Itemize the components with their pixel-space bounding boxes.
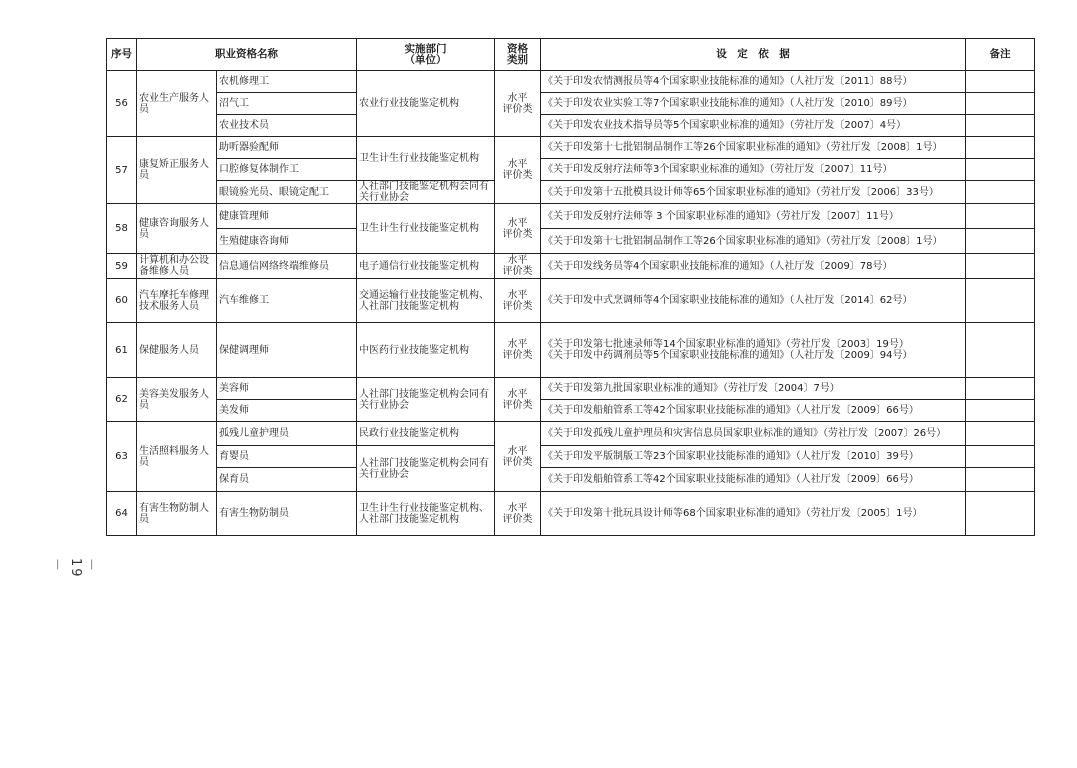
implementing-department: 人社部门技能鉴定机构会同有关行业协会: [357, 378, 495, 422]
note-cell: [966, 422, 1035, 446]
implementing-department: 农业行业技能鉴定机构: [357, 71, 495, 137]
implementing-department: 人社部门技能鉴定机构会同有关行业协会: [357, 446, 495, 492]
table-row: [107, 204, 1035, 229]
row-number: 56: [107, 71, 137, 137]
implementing-department: 电子通信行业技能鉴定机构: [357, 254, 495, 279]
occupation-name: 口腔修复体制作工: [217, 159, 357, 181]
implementing-department: 卫生计生行业技能鉴定机构: [357, 204, 495, 254]
header-dept: 实施部门 （单位）: [357, 39, 495, 71]
basis-document: 《关于印发第十七批铝制品制作工等26个国家职业标准的通知》（劳社厅发〔2008〕1号）: [541, 229, 966, 254]
page-number: － 19 －: [49, 558, 99, 579]
row-number: 60: [107, 279, 137, 323]
qualification-table: [106, 38, 1035, 536]
table-row: [107, 422, 1035, 446]
note-cell: [966, 279, 1035, 323]
note-cell: [966, 137, 1035, 159]
table-row: [107, 279, 1035, 323]
basis-document: 《关于印发反射疗法师等 3 个国家职业标准的通知》（劳社厅发〔2007〕11号）: [541, 204, 966, 229]
note-cell: [966, 492, 1035, 536]
basis-document: 《关于印发船舶管系工等42个国家职业技能标准的通知》（人社厅发〔2009〕66号）: [541, 468, 966, 492]
occupation-name: 眼镜验光员、眼镜定配工: [217, 181, 357, 204]
table-row: [107, 400, 1035, 422]
category-name: 有害生物防制人员: [137, 492, 217, 536]
basis-document: 《关于印发线务员等4个国家职业技能标准的通知》（人社厅发〔2009〕78号）: [541, 254, 966, 279]
note-cell: [966, 229, 1035, 254]
note-cell: [966, 115, 1035, 137]
occupation-name: 美容师: [217, 378, 357, 400]
note-cell: [966, 93, 1035, 115]
occupation-name: 育婴员: [217, 446, 357, 468]
header-basis: 设 定 依 据: [541, 39, 966, 71]
qualification-type: 水平 评价类: [495, 492, 541, 536]
row-number: 59: [107, 254, 137, 279]
qualification-type: 水平 评价类: [495, 422, 541, 492]
qualification-type: 水平 评价类: [495, 323, 541, 378]
table-row: [107, 446, 1035, 468]
table-row: [107, 254, 1035, 279]
basis-document: 《关于印发第七批速录师等14个国家职业标准的通知》（劳社厅发〔2003〕19号） 《关于印发中药调剂员等5个国家职业技能标准的通知》（人社厅发〔2009〕94号）: [541, 323, 966, 378]
implementing-department: 民政行业技能鉴定机构: [357, 422, 495, 446]
row-number: 58: [107, 204, 137, 254]
note-cell: [966, 468, 1035, 492]
occupation-name: 沼气工: [217, 93, 357, 115]
table-row: [107, 71, 1035, 93]
occupation-name: 助听器验配师: [217, 137, 357, 159]
basis-document: 《关于印发船舶管系工等42个国家职业技能标准的通知》（人社厅发〔2009〕66号）: [541, 400, 966, 422]
category-name: 汽车摩托车修理技术服务人员: [137, 279, 217, 323]
table-row: [107, 323, 1035, 378]
category-name: 生活照料服务人员: [137, 422, 217, 492]
note-cell: [966, 446, 1035, 468]
table-row: [107, 492, 1035, 536]
table-row: [107, 378, 1035, 400]
row-number: 64: [107, 492, 137, 536]
category-name: 康复矫正服务人员: [137, 137, 217, 204]
basis-document: 《关于印发中式烹调师等4个国家职业技能标准的通知》（人社厅发〔2014〕62号）: [541, 279, 966, 323]
row-number: 63: [107, 422, 137, 492]
occupation-name: 保健调理师: [217, 323, 357, 378]
table-row: [107, 137, 1035, 159]
row-number: 62: [107, 378, 137, 422]
basis-document: 《关于印发反射疗法师等3个国家职业标准的通知》（劳社厅发〔2007〕11号）: [541, 159, 966, 181]
category-name: 农业生产服务人员: [137, 71, 217, 137]
header-name: 职业资格名称: [137, 39, 357, 71]
category-name: 计算机和办公设备维修人员: [137, 254, 217, 279]
basis-document: 《关于印发第九批国家职业标准的通知》（劳社厅发〔2004〕7号）: [541, 378, 966, 400]
implementing-department: 卫生计生行业技能鉴定机构、人社部门技能鉴定机构: [357, 492, 495, 536]
basis-document: 《关于印发农业实验工等7个国家职业技能标准的通知》（人社厅发〔2010〕89号）: [541, 93, 966, 115]
occupation-name: 健康管理师: [217, 204, 357, 229]
implementing-department: 卫生计生行业技能鉴定机构: [357, 137, 495, 181]
occupation-name: 汽车维修工: [217, 279, 357, 323]
table-row: [107, 229, 1035, 254]
header-no: 序号: [107, 39, 137, 71]
category-name: 保健服务人员: [137, 323, 217, 378]
basis-document: 《关于印发孤残儿童护理员和灾害信息员国家职业标准的通知》（劳社厅发〔2007〕26号）: [541, 422, 966, 446]
basis-document: 《关于印发第十五批模具设计师等65个国家职业标准的通知》（劳社厅发〔2006〕33号）: [541, 181, 966, 204]
note-cell: [966, 71, 1035, 93]
category-name: 健康咨询服务人员: [137, 204, 217, 254]
note-cell: [966, 400, 1035, 422]
note-cell: [966, 378, 1035, 400]
table-row: [107, 159, 1035, 181]
qualification-type: 水平 评价类: [495, 137, 541, 204]
basis-document: 《关于印发第十批玩具设计师等68个国家职业标准的通知》（劳社厅发〔2005〕1号）: [541, 492, 966, 536]
occupation-name: 信息通信网络终端维修员: [217, 254, 357, 279]
qualification-type: 水平 评价类: [495, 254, 541, 279]
occupation-name: 生殖健康咨询师: [217, 229, 357, 254]
note-cell: [966, 254, 1035, 279]
occupation-name: 农机修理工: [217, 71, 357, 93]
table-row: [107, 468, 1035, 492]
basis-document: 《关于印发平版制版工等23个国家职业技能标准的通知》（人社厅发〔2010〕39号）: [541, 446, 966, 468]
table-row: [107, 115, 1035, 137]
occupation-name: 孤残儿童护理员: [217, 422, 357, 446]
row-number: 57: [107, 137, 137, 204]
note-cell: [966, 159, 1035, 181]
table-header-row: [107, 39, 1035, 71]
basis-document: 《关于印发第十七批铝制品制作工等26个国家职业标准的通知》（劳社厅发〔2008〕1号）: [541, 137, 966, 159]
occupation-name: 有害生物防制员: [217, 492, 357, 536]
qualification-type: 水平 评价类: [495, 378, 541, 422]
header-type: 资格 类别: [495, 39, 541, 71]
qualification-type: 水平 评价类: [495, 279, 541, 323]
category-name: 美容美发服务人员: [137, 378, 217, 422]
table-row: [107, 93, 1035, 115]
implementing-department: 中医药行业技能鉴定机构: [357, 323, 495, 378]
note-cell: [966, 181, 1035, 204]
basis-document: 《关于印发农情测报员等4个国家职业技能标准的通知》（人社厅发〔2011〕88号）: [541, 71, 966, 93]
basis-document: 《关于印发农业技术指导员等5个国家职业标准的通知》（劳社厅发〔2007〕4号）: [541, 115, 966, 137]
note-cell: [966, 323, 1035, 378]
implementing-department: 人社部门技能鉴定机构会同有关行业协会: [357, 181, 495, 204]
table-row: [107, 181, 1035, 204]
note-cell: [966, 204, 1035, 229]
table-body: [107, 71, 1035, 536]
occupation-name: 美发师: [217, 400, 357, 422]
row-number: 61: [107, 323, 137, 378]
header-note: 备注: [966, 39, 1035, 71]
occupation-name: 保育员: [217, 468, 357, 492]
occupation-name: 农业技术员: [217, 115, 357, 137]
qualification-type: 水平 评价类: [495, 204, 541, 254]
implementing-department: 交通运输行业技能鉴定机构、人社部门技能鉴定机构: [357, 279, 495, 323]
qualification-type: 水平 评价类: [495, 71, 541, 137]
